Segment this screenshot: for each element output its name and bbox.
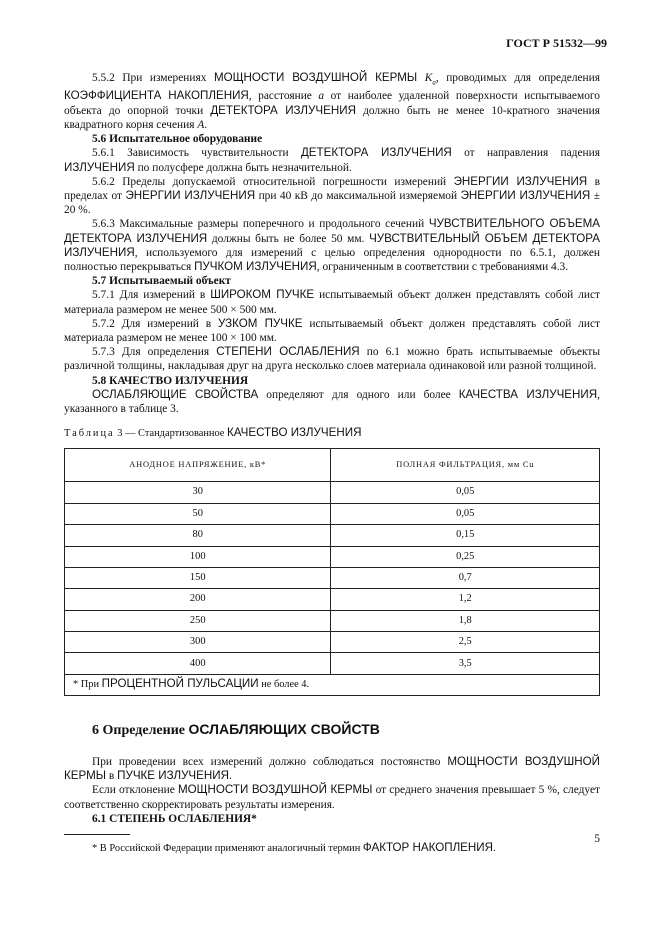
paragraph-5-7-3: 5.7.3 Для определения СТЕПЕНИ ОСЛАБЛЕНИЯ по 6.1 можно брать испытываемые объекты различной толщины, накладывая друг на друга несколько слоев материала одинаковой или разной толщиной. — [64, 345, 600, 373]
page-number: 5 — [594, 833, 600, 845]
cell-voltage: 30 — [65, 482, 331, 503]
cell-voltage: 400 — [65, 653, 331, 674]
column-header-total-filtration: ПОЛНАЯ ФИЛЬТРАЦИЯ, мм Cu — [331, 449, 600, 482]
table-row — [65, 546, 600, 567]
footnote: * В Российской Федерации применяют аналогичный термин ФАКТОР НАКОПЛЕНИЯ. — [92, 841, 496, 855]
paragraph-6-b: Если отклонение МОЩНОСТИ ВОЗДУШНОЙ КЕРМЫ от среднего значения превышает 5 %, следует соответственно скорректировать результаты измерения. — [64, 783, 600, 811]
table-3-caption: Таблица 3 — Стандартизованное КАЧЕСТВО ИЗЛУЧЕНИЯ — [64, 426, 362, 440]
table-row — [65, 589, 600, 610]
cell-filtration: 0,7 — [331, 567, 600, 588]
cell-voltage: 200 — [65, 589, 331, 610]
cell-voltage: 300 — [65, 632, 331, 653]
paragraph-5-6-2: 5.6.2 Пределы допускаемой относительной погрешности измерений ЭНЕРГИИ ИЗЛУЧЕНИЯ в пределах от ЭНЕРГИИ ИЗЛУЧЕНИЯ при 40 кВ до максимальной измеряемой ЭНЕРГИИ ИЗЛУЧЕНИЯ ± 20 %. — [64, 174, 600, 217]
table-header-row — [65, 449, 600, 482]
heading-5-6: 5.6 Испытательное оборудование — [92, 133, 263, 146]
table-3 — [64, 448, 600, 696]
cell-filtration: 0,05 — [331, 482, 600, 503]
cell-voltage: 100 — [65, 546, 331, 567]
cell-filtration: 0,15 — [331, 525, 600, 546]
paragraph-5-7-2: 5.7.2 Для измерений в УЗКОМ ПУЧКЕ испытываемый объект должен представлять собой лист материала размером не менее 100 × 100 мм. — [64, 316, 600, 344]
footnote-divider — [64, 834, 130, 835]
cell-filtration: 1,8 — [331, 610, 600, 631]
cell-filtration: 3,5 — [331, 653, 600, 674]
cell-voltage: 150 — [65, 567, 331, 588]
table-row — [65, 567, 600, 588]
paragraph-5-7-1: 5.7.1 Для измерений в ШИРОКОМ ПУЧКЕ испытываемый объект должен представлять собой лист материала размером не менее 500 × 500 мм. — [64, 288, 600, 316]
page-content — [64, 71, 600, 856]
table-row — [65, 503, 600, 524]
table-row — [65, 610, 600, 631]
section-6-heading: 6 Определение ОСЛАБЛЯЮЩИХ СВОЙСТВ — [92, 720, 380, 738]
cell-voltage: 80 — [65, 525, 331, 546]
paragraph-6-a: При проведении всех измерений должно соблюдаться постоянство МОЩНОСТИ ВОЗДУШНОЙ КЕРМЫ в ПУЧКЕ ИЗЛУЧЕНИЯ. — [64, 755, 600, 783]
column-header-anode-voltage: АНОДНОЕ НАПРЯЖЕНИЕ, кВ* — [65, 449, 331, 482]
paragraph-5-5-2: 5.5.2 При измерениях МОЩНОСТИ ВОЗДУШНОЙ КЕРМЫ $K_a$, проводимых для определения КОЭФФИЦИЕНТА НАКОПЛЕНИЯ, расстояние a от наиболее удаленной поверхности испытываемого объекта до опорной точки ДЕТЕКТОРА ИЗЛУЧЕНИЯ должно быть не менее 10-кратного значения квадратного корня сечения A. — [64, 71, 600, 131]
table-row — [65, 525, 600, 546]
heading-5-8: 5.8 КАЧЕСТВО ИЗЛУЧЕНИЯ — [92, 374, 249, 387]
cell-voltage: 50 — [65, 503, 331, 524]
paragraph-5-8: ОСЛАБЛЯЮЩИЕ СВОЙСТВА определяют для одного или более КАЧЕСТВА ИЗЛУЧЕНИЯ, указанного в таблице 3. — [64, 387, 600, 415]
paragraph-5-6-3: 5.6.3 Максимальные размеры поперечного и продольного сечений ЧУВСТВИТЕЛЬНОГО ОБЪЕМА ДЕТЕКТОРА ИЗЛУЧЕНИЯ должны быть не более 50 мм. ЧУВСТВИТЕЛЬНЫЙ ОБЪЕМ ДЕТЕКТОРА ИЗЛУЧЕНИЯ, используемого для измерений с целью определения однородности по 6.5.1, должен полностью перекрываться ПУЧКОМ ИЗЛУЧЕНИЯ, ограниченным в соответствии с требованиями 4.3. — [64, 217, 600, 273]
table-row — [65, 653, 600, 674]
cell-filtration: 0,25 — [331, 546, 600, 567]
paragraph-5-6-1: 5.6.1 Зависимость чувствительности ДЕТЕКТОРА ИЗЛУЧЕНИЯ от направления падения ИЗЛУЧЕНИЯ по полусфере должна быть незначительной. — [64, 146, 600, 174]
cell-filtration: 2,5 — [331, 632, 600, 653]
cell-filtration: 0,05 — [331, 503, 600, 524]
page-header-doc-id: ГОСТ Р 51532—99 — [506, 36, 607, 50]
cell-voltage: 250 — [65, 610, 331, 631]
table-row — [65, 482, 600, 503]
heading-5-7: 5.7 Испытываемый объект — [92, 275, 231, 288]
heading-6-1: 6.1 СТЕПЕНЬ ОСЛАБЛЕНИЯ* — [92, 812, 257, 825]
table-note-row — [65, 674, 600, 695]
table-note: * При ПРОЦЕНТНОЙ ПУЛЬСАЦИИ не более 4. — [65, 674, 600, 695]
cell-filtration: 1,2 — [331, 589, 600, 610]
table-row — [65, 632, 600, 653]
